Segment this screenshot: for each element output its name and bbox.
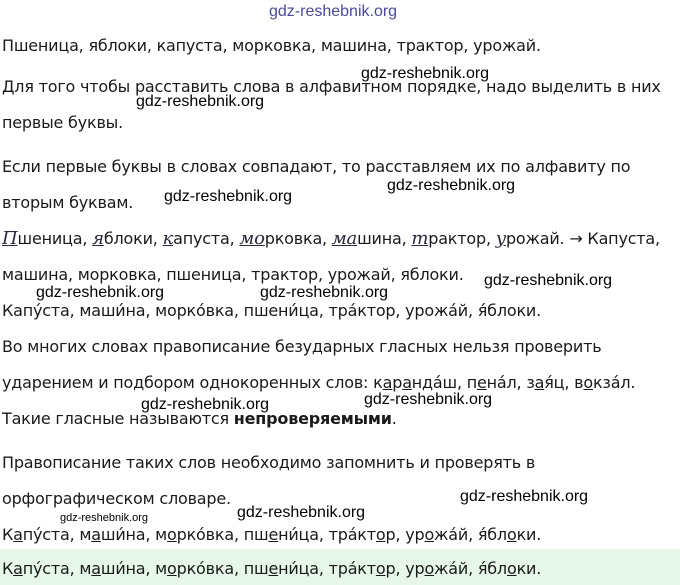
text-part: ни́ца, тра́кт [278,525,376,544]
underlined-letter: а [382,373,393,392]
watermark: gdz-reshebnik.org [141,396,270,413]
underlined-letter: о [375,559,386,578]
word-rest: шеница, [17,229,93,248]
underlined-letter: о [167,559,177,578]
text-line: орфографическом словаре. [2,489,231,508]
text-part: р, ур [385,559,425,578]
underlined-letter: о [375,525,386,544]
text-line: Для того чтобы расставить слова в алфавитном порядке, надо выделить в них [2,77,661,96]
text-line: машина, морковка, пшеница, трактор, урожай, яблоки. [2,265,464,284]
watermark: gdz-reshebnik.org [36,284,165,301]
answer-line [2,525,541,545]
text-line: вторым буквам. [2,193,134,212]
underlined-letter: а [402,373,412,392]
text-part: ударением и подбором однокоренных слов: к [2,373,383,392]
text-line [2,373,635,393]
word-rest: апуста, [173,229,240,248]
word-rest: блоки, [103,229,163,248]
marked-letter: к [162,228,174,249]
marked-letter: мо [239,228,265,249]
underlined-letter: е [477,373,487,392]
text-line: Правописание таких слов необходимо запомнить и проверять в [2,453,536,472]
text-part: рко́вка, пш [176,525,269,544]
underlined-letter: а [91,559,101,578]
watermark: gdz-reshebnik.org [460,488,589,505]
marked-letter: ма [331,228,358,249]
text-part: Такие гласные называются [2,409,234,428]
watermark: gdz-reshebnik.org [484,272,613,289]
watermark: gdz-reshebnik.org [260,284,389,301]
watermark: gdz-reshebnik.org [237,504,366,521]
text-part: жа́й, я́бл [434,525,507,544]
text-line: первые буквы. [2,113,124,132]
text-part: на́л, з [486,373,535,392]
underlined-letter: е [268,559,279,578]
watermark: gdz-reshebnik.org [387,177,516,194]
text-part: р, ур [385,525,425,544]
text-part: ши́на, м [100,559,168,578]
marked-letter: т [411,228,429,249]
answer-line-highlighted [2,559,541,579]
marked-letter: П [2,228,18,249]
marked-words-line [2,229,660,249]
underlined-letter: о [506,559,517,578]
text-line [2,409,397,429]
underlined-letter: е [268,525,279,544]
word-rest: рожай. [505,229,570,248]
text-part: кза́л. [592,373,636,392]
underlined-letter: о [424,525,435,544]
text-part: ши́на, м [100,525,168,544]
word-rest: рковка, [264,229,332,248]
text-part: К [2,559,14,578]
underlined-letter: о [506,525,517,544]
text-line: Капу́ста, маши́на, морко́вка, пшени́ца, тра́ктор, урожа́й, я́блоки. [2,301,541,320]
text-part: пу́ста, м [22,525,92,544]
underlined-letter: а [13,559,23,578]
text-line: Во многих словах правописание безударных гласных нельзя проверить [2,337,602,356]
bold-term: непроверяемыми [233,409,392,428]
underlined-letter: о [424,559,435,578]
word-rest: рактор, [428,229,496,248]
marked-letter: я [92,228,104,249]
word-rest: Капуста, [582,229,660,248]
text-part: ки. [516,559,542,578]
text-line: Если первые буквы в словах совпадают, то расставляем их по алфавиту по [2,157,631,176]
text-part: ки. [516,525,542,544]
text-part: пу́ста, м [22,559,92,578]
text-part: я́ц, в [544,373,584,392]
watermark: gdz-reshebnik.org [364,391,493,408]
watermark: gdz-reshebnik.org [136,93,265,110]
text-part: рко́вка, пш [176,559,269,578]
watermark: gdz-reshebnik.org [60,512,149,524]
underlined-letter: о [583,373,593,392]
watermark: gdz-reshebnik.org [361,65,490,82]
text-part: нда́ш, п [411,373,477,392]
text-part: жа́й, я́бл [434,559,507,578]
underlined-letter: о [167,525,177,544]
watermark: gdz-reshebnik.org [164,188,293,205]
text-part: . [391,409,397,428]
text-line: Пшеница, яблоки, капуста, морковка, машина, трактор, урожай. [2,36,541,55]
arrow-icon: → [569,229,583,248]
underlined-letter: а [13,525,23,544]
text-part: ни́ца, тра́кт [278,559,376,578]
underlined-letter: а [534,373,545,392]
marked-letter: у [495,228,506,249]
text-part: К [2,525,14,544]
text-part: р [392,373,403,392]
underlined-letter: а [91,525,101,544]
word-rest: шина, [357,229,412,248]
watermark-top: gdz-reshebnik.org [269,3,398,20]
